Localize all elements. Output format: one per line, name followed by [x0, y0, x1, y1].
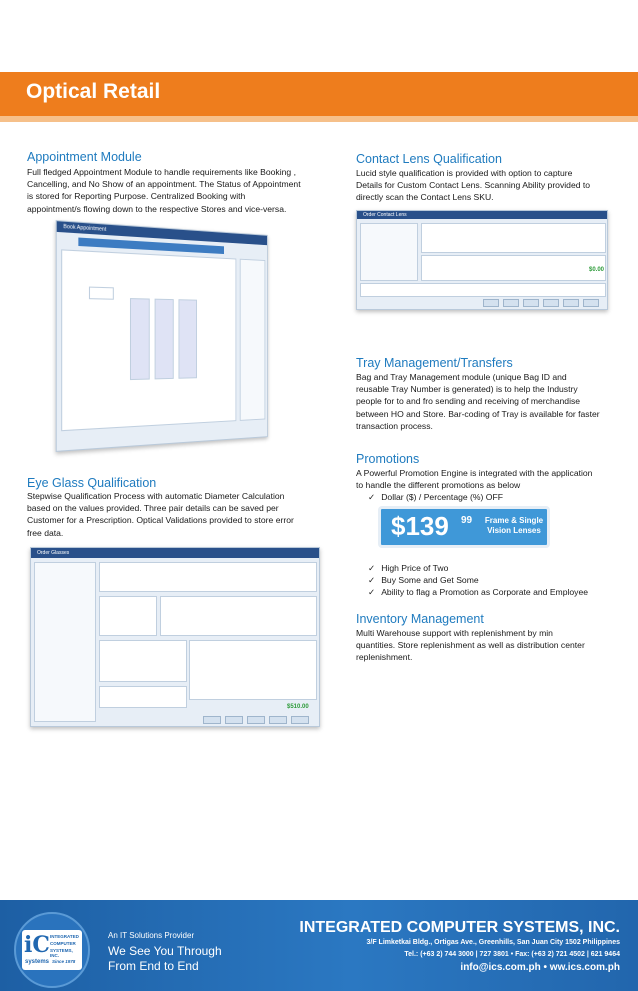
eyeglass-line: based on the values provided. Three pair details can be saved per [27, 503, 279, 514]
logo-line: COMPUTER [50, 941, 76, 946]
promotions-line: A Powerful Promotion Engine is integrated with the application [356, 468, 593, 478]
order-info-grid [421, 223, 606, 253]
action-button [483, 299, 499, 307]
eyeglass-title: Eye Glass Qualification [27, 476, 157, 490]
tray-text [356, 371, 626, 432]
eyeglass-line: free data. [27, 527, 64, 538]
logo-systems: systems [25, 959, 50, 965]
company-address: 3/F Limketkai Bldg., Ortigas Ave., Greenhills, San Juan City 1502 Philippines [366, 939, 620, 946]
appointment-line: Cancelling, and No Show of an appointment. The Status of Appointment [27, 179, 301, 190]
logo-mark: iC [24, 932, 50, 958]
promotion-item: ✓ Ability to flag a Promotion as Corporate and Employee [368, 586, 588, 598]
logo-line: SYSTEMS, INC. [50, 948, 73, 958]
appointment-title: Appointment Module [27, 150, 142, 164]
eyeglass-screenshot [30, 547, 320, 727]
promo-text: Frame & Single Vision Lenses [484, 516, 544, 535]
appointment-line: appointment/s flowing down to the respective Stores and vice-versa. [27, 203, 287, 214]
slogan [108, 944, 222, 974]
contact-screenshot [356, 210, 608, 310]
promotion-grid [360, 283, 606, 297]
inventory-line: Multi Warehouse support with replenishment by min [356, 628, 553, 638]
eyeglass-line: Stepwise Qualification Process with automatic Diameter Calculation [27, 491, 285, 501]
order-info-grid [99, 562, 317, 592]
action-button [523, 299, 539, 307]
inventory-line: quantities. Store replenishment as well as distribution center [356, 640, 585, 651]
calendar-side-panel [240, 259, 266, 421]
appointment-slot [178, 299, 197, 379]
total-amount: $0.00 [589, 267, 605, 273]
banner-underline [0, 116, 638, 122]
tray-title: Tray Management/Transfers [356, 356, 513, 370]
promo-price: $139 [391, 511, 449, 541]
lens-qualification [99, 596, 157, 636]
tray-line: transaction process. [356, 420, 433, 431]
summary-panel [189, 640, 317, 700]
appointment-slot [130, 298, 150, 380]
action-button [203, 716, 221, 724]
eyeglass-text [27, 490, 347, 539]
promotion-item: ✓ Dollar ($) / Percentage (%) OFF [368, 491, 503, 503]
action-button [269, 716, 287, 724]
promotions-list [368, 562, 588, 599]
promotions-line: to handle the different promotions as below [356, 480, 521, 491]
tray-line: Bag and Tray Management module (unique Bag ID and [356, 372, 567, 382]
contact-line: directly scan the Contact Lens SKU. [356, 192, 494, 203]
appointment-line: is stored for Reporting Purpose. Centralized Booking with [27, 191, 246, 202]
window-title: Book Appointment [63, 223, 107, 233]
tray-line: reusable Tray Number is generated) is to help the Industry [356, 384, 578, 395]
logo-line: INTEGRATED [50, 934, 79, 939]
customer-info-panel [34, 562, 96, 722]
promo-cents: 99 [461, 515, 473, 526]
company-contact-link[interactable]: info@ics.com.ph • ww.ics.com.ph [460, 962, 620, 973]
promotion-item: ✓ Buy Some and Get Some [368, 574, 588, 586]
logo-since: Since 1978 [52, 959, 76, 964]
inventory-line: replenishment. [356, 652, 413, 663]
treatments-panel [99, 686, 187, 708]
tray-line: people for to and fro sending and receiving of merchandise [356, 396, 581, 407]
company-name: INTEGRATED COMPUTER SYSTEMS, INC. [299, 919, 620, 936]
appointment-text [27, 166, 337, 215]
appointment-popup [89, 287, 114, 300]
action-button [225, 716, 243, 724]
action-button [291, 716, 309, 724]
page-title: Optical Retail [26, 80, 161, 103]
action-button [503, 299, 519, 307]
action-button [563, 299, 579, 307]
window-title: Order Glasses [37, 550, 70, 556]
accessories-grid [421, 255, 606, 281]
promo-badge [378, 506, 550, 548]
promotions-text [356, 467, 626, 491]
company-phone: Tel.: (+63 2) 744 3000 | 727 3801 • Fax: (+63 2) 721 4502 | 621 9464 [404, 951, 620, 958]
appointment-screenshot [56, 220, 268, 452]
promotions-title: Promotions [356, 452, 420, 466]
promotions-list-top [368, 491, 503, 503]
provider-tagline: An IT Solutions Provider [108, 931, 195, 940]
footer [0, 900, 638, 991]
contact-text [356, 167, 626, 204]
action-button [543, 299, 559, 307]
lens-type-panel [99, 640, 187, 682]
tray-line: between HO and Store. Bar-coding of Tray is available for faster [356, 408, 600, 419]
promotion-item: ✓ High Price of Two [368, 562, 588, 574]
action-button [583, 299, 599, 307]
slogan-line: We See You Through [108, 944, 222, 958]
appointment-slot [155, 299, 174, 380]
inventory-text [356, 627, 626, 664]
action-button [247, 716, 265, 724]
window-title: Order Contact Lens [363, 212, 407, 218]
total-amount: $510.00 [287, 704, 309, 710]
window-header [31, 548, 319, 558]
slogan-line: From End to End [108, 959, 199, 973]
eyeglass-line: Customer for a Prescription. Optical Validations provided to store error [27, 515, 294, 526]
inventory-title: Inventory Management [356, 612, 484, 626]
customer-info-panel [360, 223, 418, 281]
contact-line: Details for Custom Contact Lens. Scanning Ability provided to [356, 180, 591, 191]
company-logo [22, 930, 82, 970]
appointment-line: Full fledged Appointment Module to handle requirements like Booking , [27, 167, 296, 177]
contact-line: Lucid style qualification is provided with option to capture [356, 168, 573, 178]
section-banner [0, 72, 638, 116]
accessories-grid [160, 596, 317, 636]
contact-title: Contact Lens Qualification [356, 152, 502, 166]
